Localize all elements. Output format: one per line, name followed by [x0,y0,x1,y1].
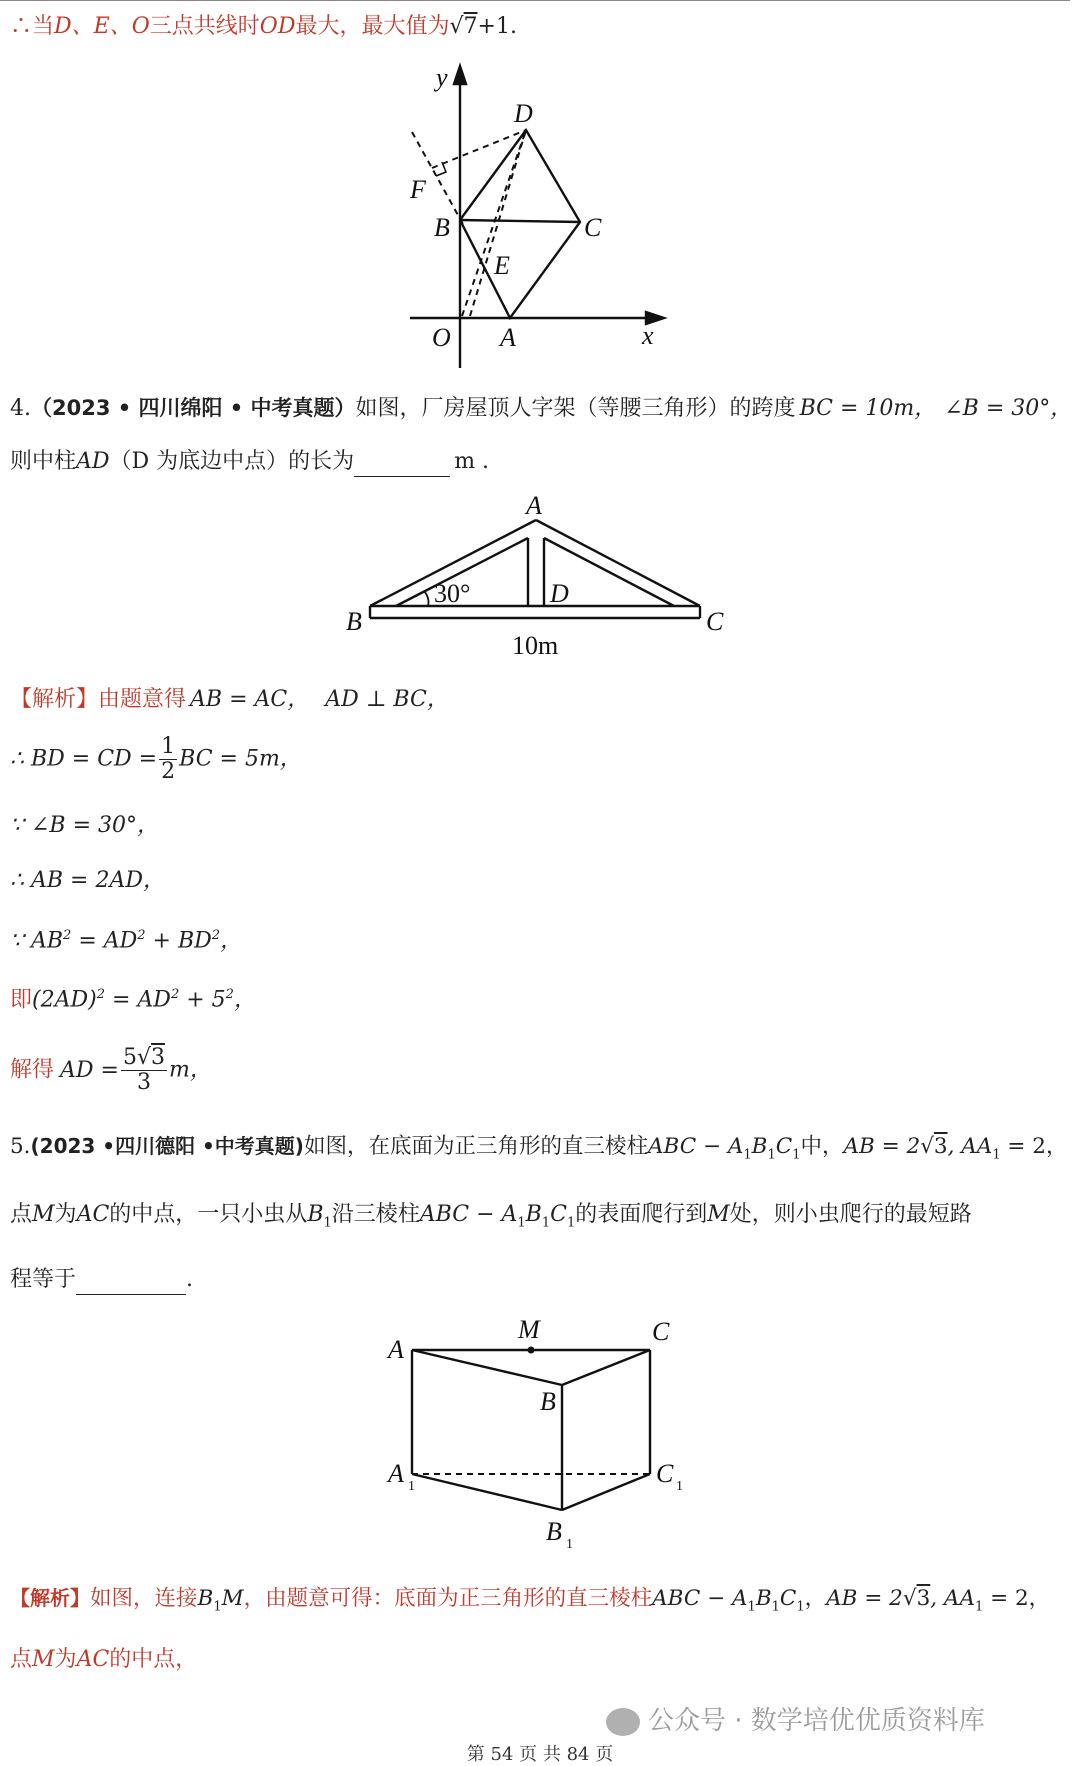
q4-solution-step3: ∵ ∠B = 30°， [10,813,160,838]
q4-solution-step7: 解得 AD = $\frac{5√3}{3}$ m， [10,1045,212,1095]
label-F: F [410,175,426,204]
q4-line2: 则中柱AD（D 为底边中点）的长为 m . [10,447,489,477]
figure-triangular-prism [0,1300,1080,1560]
label-C: C [584,213,602,242]
right-angle-mark [436,162,446,176]
truss-label-A: A [526,491,542,520]
angle-arc [424,591,429,606]
answer-blank-q5 [76,1272,186,1295]
q4-solution-step5: ∵ $AB^2 = AD^2 + BD^2$， [10,928,243,954]
label-E: E [494,251,510,280]
page-footer: 第 54 页 共 84 页 [466,1744,614,1765]
prism-label-A: A [388,1335,404,1364]
prism-label-M: M [518,1315,540,1344]
edge-C1B1 [562,1474,650,1510]
watermark: 公众号 · 数学培优优质资料库 [606,1700,985,1737]
figure-roof-truss [0,490,1080,670]
label-O: O [432,323,451,352]
truss-label-D: D [550,579,569,608]
diagonal-BC [460,220,580,222]
label-y: y [436,63,448,92]
y-axis-arrow [454,66,466,84]
conclusion-line: ∴当D、E、O三点共线时OD最大，最大值为√7+1. [10,14,517,39]
q5-solution-line1: 【解析】如图，连接$B_1M$，由题意可得：底面为正三角形的直三棱柱ABC − $A_1B_1C_1$，AB = 2√3, $AA_1 = 2$， [10,1586,1051,1615]
answer-blank-q4 [354,454,450,477]
truss-label-C: C [706,607,724,636]
wechat-icon [606,1708,640,1736]
svg-text:1: 1 [408,1479,415,1494]
q5-solution-line2: 点M为AC的中点， [10,1647,198,1672]
edge-BC [562,1350,650,1385]
q5-line2: 点M为AC的中点，一只小虫从$B_1$沿三棱柱ABC − $A_1B_1C_1$的表面爬行到M处，则小虫爬行的最短路 [10,1202,972,1231]
label-x: x [642,321,654,350]
q5-line3: 程等于 . [10,1265,193,1295]
truss-angle-label: 30° [434,579,471,608]
truss-span-label: 10m [512,631,559,660]
prism-label-C1: C [656,1459,674,1488]
q4-solution-step2: ∴ BD = CD = $\frac{1}{2}$ BC = 5m， [10,734,302,784]
edge-AB [412,1350,562,1385]
prism-label-A1: A [388,1459,404,1488]
figure-rhombus-coordinate [0,0,1080,380]
point-M [528,1347,535,1354]
q4-solution-step6: 即$(2AD)^2 = AD^2 + 5^2$， [10,987,256,1013]
prism-label-B1: B [546,1517,562,1546]
prism-label-C: C [652,1317,670,1346]
svg-text:1: 1 [566,1537,573,1552]
edge-A1B1 [412,1474,562,1510]
truss-label-B: B [346,607,362,636]
label-B: B [434,213,450,242]
dashed-OD-2 [470,130,526,316]
label-A: A [500,323,516,352]
q4-solution-step4: ∴ AB = 2AD， [10,868,165,893]
label-D: D [514,99,533,128]
svg-text:1: 1 [676,1479,683,1494]
q4-line1: 4.（2023 • 四川绵阳 • 中考真题）如图，厂房屋顶人字架（等腰三角形）的跨度 BC = 10m， ∠B = 30°， [10,396,1073,421]
q4-solution-line1: 【解析】由题意得 AB = AC， AD ⊥ BC， [10,687,449,712]
q5-line1: 5.(2023 •四川德阳 •中考真题)如图，在底面为正三角形的直三棱柱ABC − $A_1B_1C_1$中，AB = 2√3, $AA_1 = 2$， [10,1134,1068,1163]
prism-label-B: B [540,1387,556,1416]
